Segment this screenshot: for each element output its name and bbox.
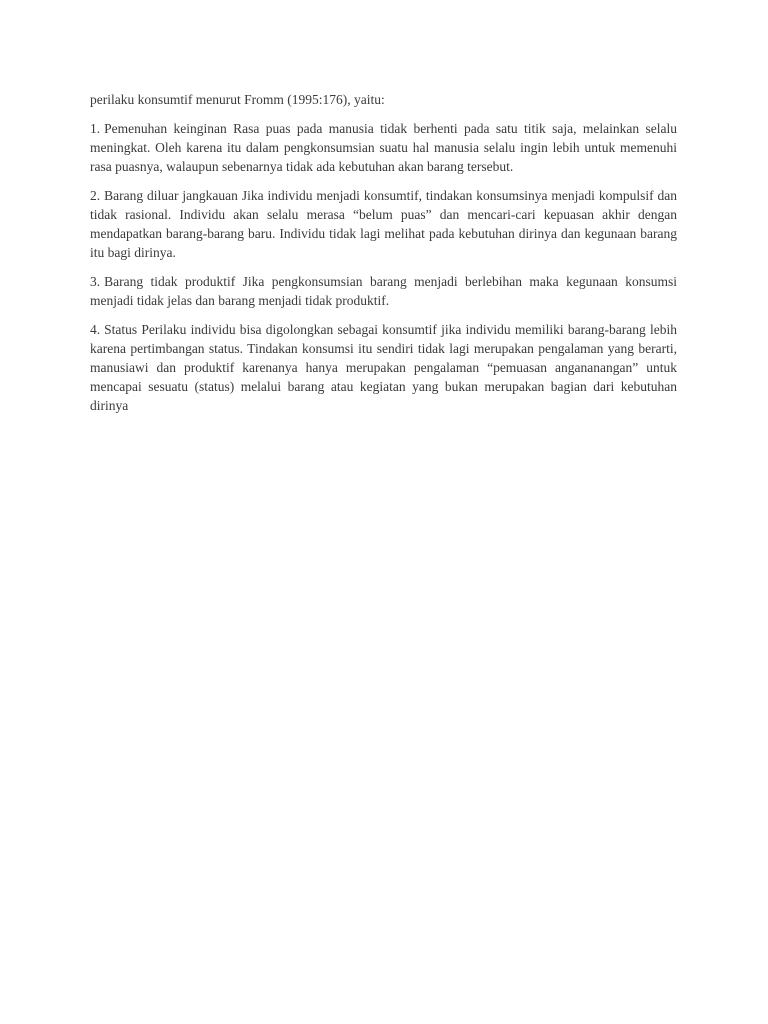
item-number: 2.: [90, 188, 101, 203]
item-text: Barang tidak produktif Jika pengkonsumsian barang menjadi berlebihan maka kegunaan konsumsi menjadi tidak jelas dan barang menjadi tidak produktif.: [90, 274, 677, 308]
item-text: Status Perilaku individu bisa digolongkan sebagai konsumtif jika individu memiliki barang-barang lebih karena pertimbangan status. Tindakan konsumsi itu sendiri tidak lagi merupakan pengalaman yang berarti, manusiawi dan produktif karenanya hanya merupakan pengalaman “pemuasan angananangan” untuk mencapai sesuatu (status) melalui barang atau kegiatan yang bukan merupakan bagian dari kebutuhan dirinya: [90, 322, 677, 413]
list-item-4: [90, 320, 677, 415]
item-number: 1.: [90, 121, 101, 136]
list-item-1: [90, 119, 677, 176]
item-number: 4.: [90, 322, 101, 337]
item-text: Barang diluar jangkauan Jika individu menjadi konsumtif, tindakan konsumsinya menjadi kompulsif dan tidak rasional. Individu akan selalu merasa “belum puas” dan mencari-cari kepuasan akhir dengan mendapatkan barang-barang baru. Individu tidak lagi melihat pada kebutuhan dirinya dan kegunaan barang itu bagi dirinya.: [90, 188, 677, 260]
item-number: 3.: [90, 274, 101, 289]
list-item-3: [90, 272, 677, 310]
document-body: [90, 90, 677, 425]
intro-line: perilaku konsumtif menurut Fromm (1995:176), yaitu:: [90, 92, 385, 107]
list-item-2: [90, 186, 677, 262]
item-text: Pemenuhan keinginan Rasa puas pada manusia tidak berhenti pada satu titik saja, melainkan selalu meningkat. Oleh karena itu dalam pengkonsumsian suatu hal manusia selalu ingin lebih untuk memenuhi rasa puasnya, walaupun sebenarnya tidak ada kebutuhan akan barang tersebut.: [90, 121, 677, 174]
